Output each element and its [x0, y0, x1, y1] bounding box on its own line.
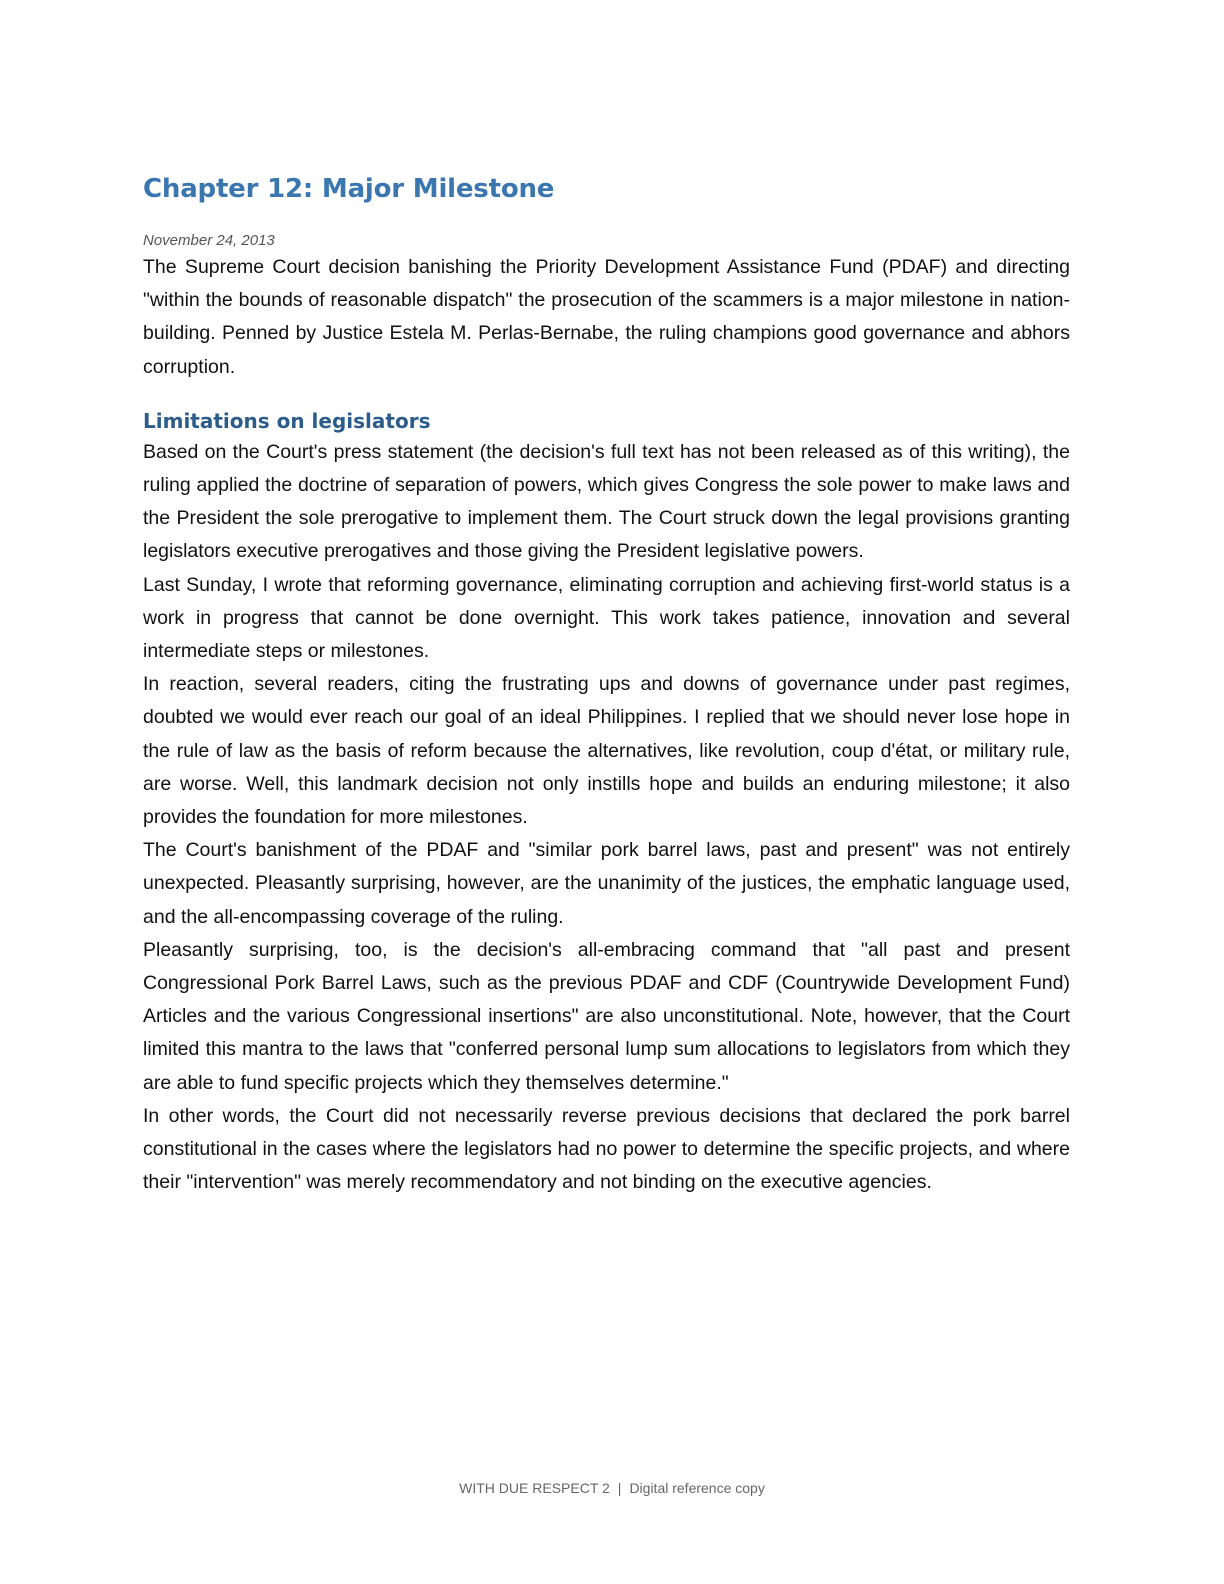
intro-paragraph: The Supreme Court decision banishing the Priority Development Assistance Fund (PDAF) and directing "within the bounds of reasonable dispatch" the prosecution of the scammers is a major milestone in nation-building. Penned by Justice Estela M. Perlas-Bernabe, the ruling champions good governance and abhors corruption. [143, 256, 1070, 378]
chapter-title: Chapter 12: Major Milestone [143, 174, 555, 204]
footer-book-label: WITH DUE RESPECT 2 [459, 1480, 610, 1496]
page-footer [0, 1478, 1224, 1498]
body-paragraph: Pleasantly surprising, too, is the decision's all-embracing command that "all past and present Congressional Pork Barrel Laws, such as the previous PDAF and CDF (Countrywide Development Fund) Articles and the various Congressional insertions" are also unconstitutional. Note, however, that the Court limited this mantra to the laws that "conferred personal lump sum allocations to legislators from which they are able to fund specific projects which they themselves determine." [143, 938, 1070, 1094]
body-paragraph: Based on the Court's press statement (the decision's full text has not been released as of this writing), the ruling applied the doctrine of separation of powers, which gives Congress the sole power to make laws and the President the sole prerogative to implement them. The Court struck down the legal provisions granting legislators executive prerogatives and those giving the President legislative powers. [143, 440, 1070, 563]
footer-copy-label: Digital reference copy [629, 1480, 765, 1496]
body-paragraph: Last Sunday, I wrote that reforming governance, eliminating corruption and achieving first-world status is a work in progress that cannot be done overnight. This work takes patience, innovation and several intermediate steps or milestones. [143, 573, 1070, 663]
article-date: November 24, 2013 [143, 232, 275, 249]
document-page [143, 170, 1070, 1199]
section-heading: Limitations on legislators [143, 408, 431, 433]
body-paragraph: In reaction, several readers, citing the frustrating ups and downs of governance under past regimes, doubted we would ever reach our goal of an ideal Philippines. I replied that we should never lose hope in the rule of law as the basis of reform because the alternatives, like revolution, coup d'état, or military rule, are worse. Well, this landmark decision not only instills hope and builds an enduring milestone; it also provides the foundation for more milestones. [143, 673, 1070, 829]
footer-separator: | [617, 1480, 622, 1496]
body-paragraph: In other words, the Court did not necessarily reverse previous decisions that declared the pork barrel constitutional in the cases where the legislators had no power to determine the specific projects, and where their "intervention" was merely recommendatory and not binding on the executive agencies. [143, 1104, 1070, 1194]
body-paragraph: The Court's banishment of the PDAF and "similar pork barrel laws, past and present" was not entirely unexpected. Pleasantly surprising, however, are the unanimity of the justices, the emphatic language used, and the all-encompassing coverage of the ruling. [143, 839, 1070, 928]
